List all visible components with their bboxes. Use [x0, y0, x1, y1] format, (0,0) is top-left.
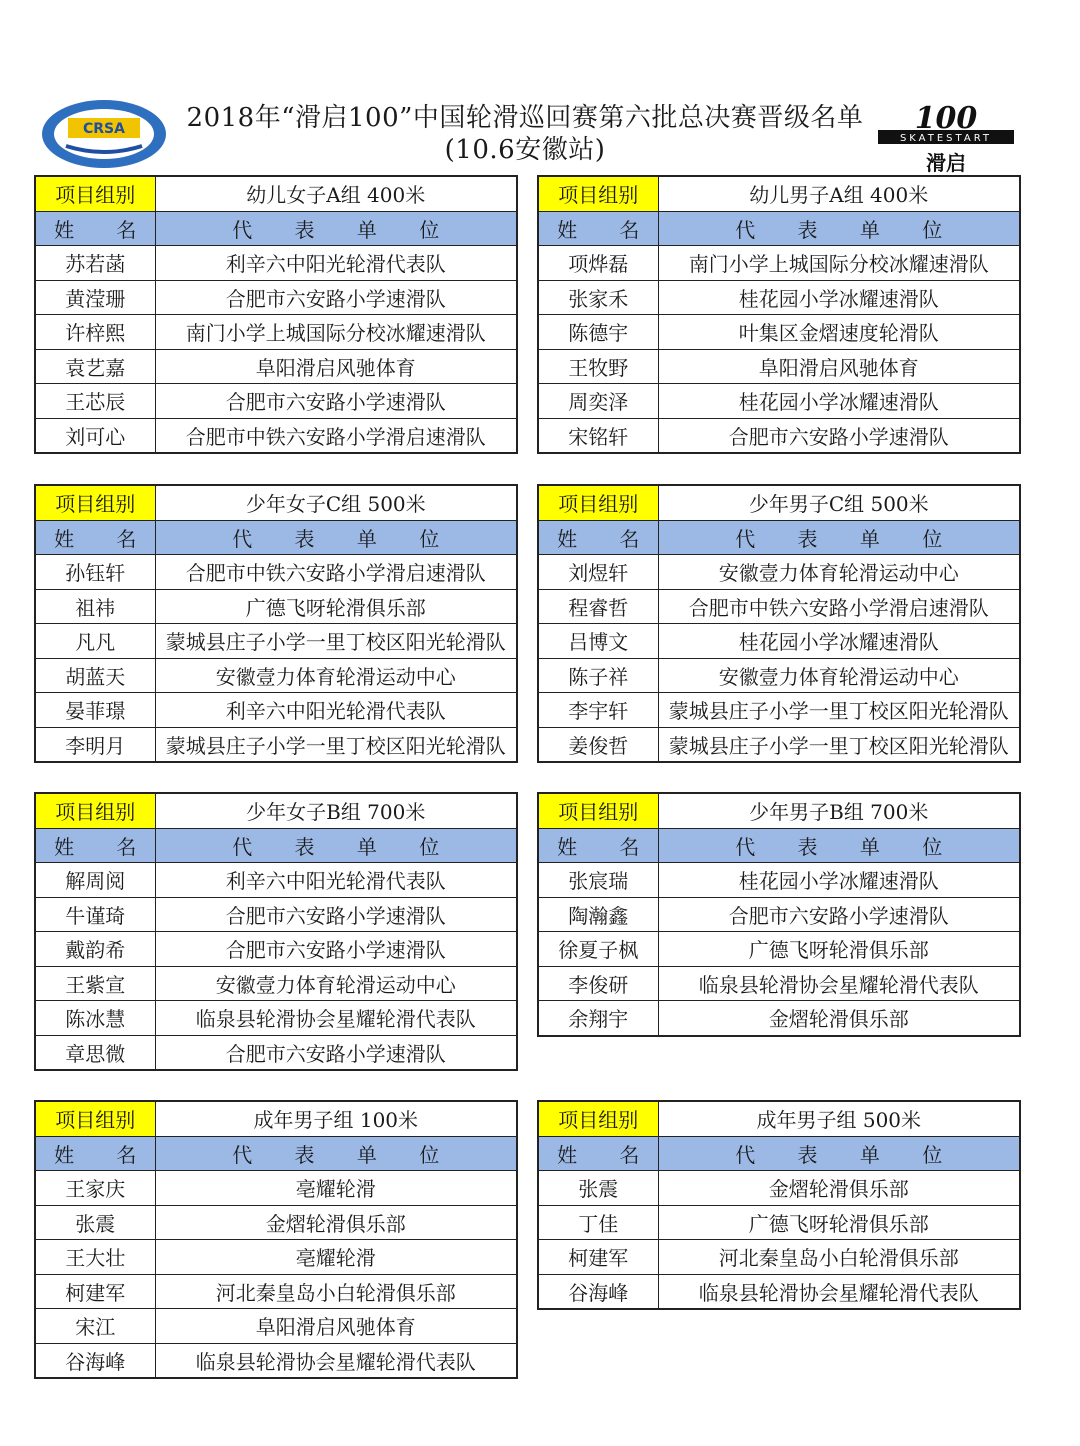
column-header-row	[538, 520, 1020, 555]
athlete-name-cell: 袁艺嘉	[35, 349, 155, 384]
column-header-row	[538, 828, 1020, 863]
column-header-row	[35, 828, 517, 863]
table-row	[538, 555, 1020, 590]
event-row	[538, 485, 1020, 520]
athlete-name-cell: 张宸瑞	[538, 863, 658, 898]
team-unit-cell: 阜阳滑启风驰体育	[155, 349, 517, 384]
column-header-row	[538, 1136, 1020, 1171]
team-unit-cell: 河北秦皇岛小白轮滑俱乐部	[155, 1274, 517, 1309]
event-name-cell: 成年男子组 500米	[658, 1101, 1020, 1136]
name-header-text: 姓 名	[54, 217, 155, 242]
team-unit-cell: 临泉县轮滑协会星耀轮滑代表队	[658, 1274, 1020, 1309]
name-header-text: 姓 名	[557, 834, 658, 859]
title-line-2: (10.6安徽站)	[444, 135, 606, 165]
event-name-cell: 幼儿男子A组 400米	[658, 176, 1020, 211]
document-title	[175, 102, 875, 166]
unit-header-text: 代 表 单 位	[232, 217, 458, 242]
team-unit-cell: 阜阳滑启风驰体育	[155, 1309, 517, 1344]
event-name-cell: 少年女子B组 700米	[155, 793, 517, 828]
table-row	[35, 1309, 517, 1344]
event-label-cell: 项目组别	[538, 485, 658, 520]
table-row	[538, 1274, 1020, 1309]
unit-header-cell	[658, 520, 1020, 555]
table-row	[35, 349, 517, 384]
table-row	[538, 932, 1020, 967]
table-row	[538, 349, 1020, 384]
team-unit-cell: 合肥市六安路小学速滑队	[155, 1035, 517, 1070]
group-table	[537, 1100, 1021, 1310]
table-row	[538, 966, 1020, 1001]
title-line-1: 2018年“滑启100”中国轮滑巡回赛第六批总决赛晋级名单	[186, 103, 864, 133]
team-unit-cell: 合肥市中铁六安路小学滑启速滑队	[155, 418, 517, 453]
svg-text:滑启: 滑启	[926, 151, 966, 175]
svg-text:SKATESTART: SKATESTART	[899, 133, 993, 144]
unit-header-cell	[658, 828, 1020, 863]
team-unit-cell: 利辛六中阳光轮滑代表队	[155, 246, 517, 281]
table-row	[35, 1240, 517, 1275]
athlete-name-cell: 许梓熙	[35, 315, 155, 350]
team-unit-cell: 临泉县轮滑协会星耀轮滑代表队	[658, 966, 1020, 1001]
event-row	[538, 793, 1020, 828]
column-header-row	[35, 1136, 517, 1171]
unit-header-cell	[155, 211, 517, 246]
athlete-name-cell: 章思微	[35, 1035, 155, 1070]
team-unit-cell: 安徽壹力体育轮滑运动中心	[155, 658, 517, 693]
team-unit-cell: 利辛六中阳光轮滑代表队	[155, 863, 517, 898]
athlete-name-cell: 柯建军	[538, 1240, 658, 1275]
athlete-name-cell: 陈子祥	[538, 658, 658, 693]
athlete-name-cell: 牛谨琦	[35, 897, 155, 932]
group-table	[34, 1100, 518, 1379]
group-table	[537, 175, 1021, 454]
name-header-cell	[538, 1136, 658, 1171]
team-unit-cell: 阜阳滑启风驰体育	[658, 349, 1020, 384]
table-row	[35, 1205, 517, 1240]
athlete-name-cell: 解周阅	[35, 863, 155, 898]
team-unit-cell: 合肥市六安路小学速滑队	[155, 932, 517, 967]
unit-header-cell	[155, 1136, 517, 1171]
team-unit-cell: 广德飞呀轮滑俱乐部	[658, 932, 1020, 967]
event-label-cell: 项目组别	[538, 176, 658, 211]
event-label-cell: 项目组别	[35, 793, 155, 828]
athlete-name-cell: 项烨磊	[538, 246, 658, 281]
event-row	[35, 176, 517, 211]
athlete-name-cell: 刘煜轩	[538, 555, 658, 590]
table-row	[35, 897, 517, 932]
column-header-row	[538, 211, 1020, 246]
event-name-cell: 少年男子C组 500米	[658, 485, 1020, 520]
unit-header-cell	[658, 1136, 1020, 1171]
athlete-name-cell: 王紫宣	[35, 966, 155, 1001]
group-table	[34, 484, 518, 763]
table-row	[538, 280, 1020, 315]
event-name-cell: 幼儿女子A组 400米	[155, 176, 517, 211]
athlete-name-cell: 李宇轩	[538, 693, 658, 728]
event-label-cell: 项目组别	[538, 793, 658, 828]
team-unit-cell: 合肥市六安路小学速滑队	[658, 897, 1020, 932]
table-row	[35, 1001, 517, 1036]
table-row	[35, 555, 517, 590]
team-unit-cell: 蒙城县庄子小学一里丁校区阳光轮滑队	[155, 624, 517, 659]
table-row	[538, 1205, 1020, 1240]
event-name-cell: 少年男子B组 700米	[658, 793, 1020, 828]
unit-header-text: 代 表 单 位	[232, 834, 458, 859]
table-row	[35, 693, 517, 728]
athlete-name-cell: 刘可心	[35, 418, 155, 453]
team-unit-cell: 合肥市中铁六安路小学滑启速滑队	[658, 589, 1020, 624]
table-row	[35, 1343, 517, 1378]
table-row	[35, 727, 517, 762]
name-header-cell	[35, 1136, 155, 1171]
team-unit-cell: 蒙城县庄子小学一里丁校区阳光轮滑队	[658, 693, 1020, 728]
event-row	[35, 485, 517, 520]
athlete-name-cell: 晏菲璟	[35, 693, 155, 728]
athlete-name-cell: 张家禾	[538, 280, 658, 315]
unit-header-text: 代 表 单 位	[232, 526, 458, 551]
association-logo	[40, 98, 168, 170]
table-row	[538, 897, 1020, 932]
event-row	[538, 1101, 1020, 1136]
athlete-name-cell: 宋铭轩	[538, 418, 658, 453]
team-unit-cell: 广德飞呀轮滑俱乐部	[155, 589, 517, 624]
table-row	[538, 727, 1020, 762]
table-row	[35, 246, 517, 281]
event-name-cell: 成年男子组 100米	[155, 1101, 517, 1136]
unit-header-text: 代 表 单 位	[735, 834, 961, 859]
team-unit-cell: 桂花园小学冰耀速滑队	[658, 384, 1020, 419]
table-row	[538, 693, 1020, 728]
team-unit-cell: 安徽壹力体育轮滑运动中心	[155, 966, 517, 1001]
athlete-name-cell: 李俊研	[538, 966, 658, 1001]
event-row	[35, 1101, 517, 1136]
athlete-name-cell: 徐夏子枫	[538, 932, 658, 967]
team-unit-cell: 亳耀轮滑	[155, 1240, 517, 1275]
event-row	[35, 793, 517, 828]
event-label-cell: 项目组别	[35, 176, 155, 211]
unit-header-text: 代 表 单 位	[735, 1142, 961, 1167]
table-row	[35, 315, 517, 350]
team-unit-cell: 广德飞呀轮滑俱乐部	[658, 1205, 1020, 1240]
svg-text:CRSA: CRSA	[83, 121, 125, 137]
team-unit-cell: 南门小学上城国际分校冰耀速滑队	[155, 315, 517, 350]
name-header-cell	[538, 828, 658, 863]
name-header-text: 姓 名	[557, 217, 658, 242]
name-header-text: 姓 名	[557, 526, 658, 551]
svg-text:100: 100	[914, 101, 978, 136]
event-label-cell: 项目组别	[35, 485, 155, 520]
table-row	[538, 589, 1020, 624]
team-unit-cell: 桂花园小学冰耀速滑队	[658, 280, 1020, 315]
athlete-name-cell: 祖祎	[35, 589, 155, 624]
table-row	[35, 863, 517, 898]
athlete-name-cell: 姜俊哲	[538, 727, 658, 762]
team-unit-cell: 蒙城县庄子小学一里丁校区阳光轮滑队	[155, 727, 517, 762]
athlete-name-cell: 谷海峰	[538, 1274, 658, 1309]
team-unit-cell: 金熠轮滑俱乐部	[658, 1171, 1020, 1206]
table-row	[35, 384, 517, 419]
group-table	[537, 484, 1021, 763]
athlete-name-cell: 陈德宇	[538, 315, 658, 350]
group-table	[537, 792, 1021, 1037]
athlete-name-cell: 柯建军	[35, 1274, 155, 1309]
team-unit-cell: 合肥市六安路小学速滑队	[155, 384, 517, 419]
table-row	[35, 1035, 517, 1070]
team-unit-cell: 合肥市六安路小学速滑队	[658, 418, 1020, 453]
athlete-name-cell: 王牧野	[538, 349, 658, 384]
skatestart-logo	[870, 98, 1020, 178]
name-header-cell	[538, 211, 658, 246]
table-row	[538, 1001, 1020, 1036]
table-row	[35, 1274, 517, 1309]
name-header-text: 姓 名	[54, 526, 155, 551]
table-row	[538, 315, 1020, 350]
table-row	[35, 280, 517, 315]
table-row	[35, 589, 517, 624]
table-row	[538, 418, 1020, 453]
athlete-name-cell: 苏若菡	[35, 246, 155, 281]
unit-header-cell	[155, 520, 517, 555]
table-row	[35, 418, 517, 453]
table-row	[538, 1240, 1020, 1275]
athlete-name-cell: 李明月	[35, 727, 155, 762]
unit-header-text: 代 表 单 位	[735, 217, 961, 242]
event-row	[538, 176, 1020, 211]
team-unit-cell: 安徽壹力体育轮滑运动中心	[658, 555, 1020, 590]
athlete-name-cell: 王家庆	[35, 1171, 155, 1206]
table-row	[538, 624, 1020, 659]
group-table	[34, 175, 518, 454]
name-header-text: 姓 名	[54, 834, 155, 859]
event-label-cell: 项目组别	[538, 1101, 658, 1136]
team-unit-cell: 安徽壹力体育轮滑运动中心	[658, 658, 1020, 693]
team-unit-cell: 蒙城县庄子小学一里丁校区阳光轮滑队	[658, 727, 1020, 762]
athlete-name-cell: 陶瀚鑫	[538, 897, 658, 932]
table-row	[35, 1171, 517, 1206]
team-unit-cell: 金熠轮滑俱乐部	[658, 1001, 1020, 1036]
name-header-text: 姓 名	[557, 1142, 658, 1167]
column-header-row	[35, 520, 517, 555]
table-row	[35, 966, 517, 1001]
athlete-name-cell: 戴韵希	[35, 932, 155, 967]
team-unit-cell: 桂花园小学冰耀速滑队	[658, 863, 1020, 898]
team-unit-cell: 临泉县轮滑协会星耀轮滑代表队	[155, 1343, 517, 1378]
team-unit-cell: 合肥市六安路小学速滑队	[155, 280, 517, 315]
name-header-cell	[35, 520, 155, 555]
table-row	[35, 932, 517, 967]
athlete-name-cell: 程睿哲	[538, 589, 658, 624]
athlete-name-cell: 王芯辰	[35, 384, 155, 419]
athlete-name-cell: 孙钰轩	[35, 555, 155, 590]
team-unit-cell: 利辛六中阳光轮滑代表队	[155, 693, 517, 728]
name-header-text: 姓 名	[54, 1142, 155, 1167]
table-row	[35, 624, 517, 659]
name-header-cell	[35, 211, 155, 246]
team-unit-cell: 临泉县轮滑协会星耀轮滑代表队	[155, 1001, 517, 1036]
athlete-name-cell: 黄滢珊	[35, 280, 155, 315]
team-unit-cell: 金熠轮滑俱乐部	[155, 1205, 517, 1240]
athlete-name-cell: 陈冰慧	[35, 1001, 155, 1036]
unit-header-text: 代 表 单 位	[735, 526, 961, 551]
name-header-cell	[538, 520, 658, 555]
unit-header-cell	[155, 828, 517, 863]
table-row	[538, 1171, 1020, 1206]
team-unit-cell: 桂花园小学冰耀速滑队	[658, 624, 1020, 659]
athlete-name-cell: 胡蓝天	[35, 658, 155, 693]
athlete-name-cell: 丁佳	[538, 1205, 658, 1240]
event-name-cell: 少年女子C组 500米	[155, 485, 517, 520]
athlete-name-cell: 宋江	[35, 1309, 155, 1344]
table-row	[538, 863, 1020, 898]
team-unit-cell: 河北秦皇岛小白轮滑俱乐部	[658, 1240, 1020, 1275]
team-unit-cell: 南门小学上城国际分校冰耀速滑队	[658, 246, 1020, 281]
athlete-name-cell: 张震	[538, 1171, 658, 1206]
table-row	[538, 384, 1020, 419]
column-header-row	[35, 211, 517, 246]
athlete-name-cell: 谷海峰	[35, 1343, 155, 1378]
unit-header-text: 代 表 单 位	[232, 1142, 458, 1167]
athlete-name-cell: 余翔宇	[538, 1001, 658, 1036]
team-unit-cell: 亳耀轮滑	[155, 1171, 517, 1206]
page-header	[0, 90, 1080, 180]
athlete-name-cell: 王大壮	[35, 1240, 155, 1275]
unit-header-cell	[658, 211, 1020, 246]
athlete-name-cell: 凡凡	[35, 624, 155, 659]
team-unit-cell: 叶集区金熠速度轮滑队	[658, 315, 1020, 350]
name-header-cell	[35, 828, 155, 863]
table-row	[35, 658, 517, 693]
table-row	[538, 246, 1020, 281]
athlete-name-cell: 吕博文	[538, 624, 658, 659]
athlete-name-cell: 周奕泽	[538, 384, 658, 419]
team-unit-cell: 合肥市中铁六安路小学滑启速滑队	[155, 555, 517, 590]
event-label-cell: 项目组别	[35, 1101, 155, 1136]
athlete-name-cell: 张震	[35, 1205, 155, 1240]
team-unit-cell: 合肥市六安路小学速滑队	[155, 897, 517, 932]
group-table	[34, 792, 518, 1071]
table-row	[538, 658, 1020, 693]
